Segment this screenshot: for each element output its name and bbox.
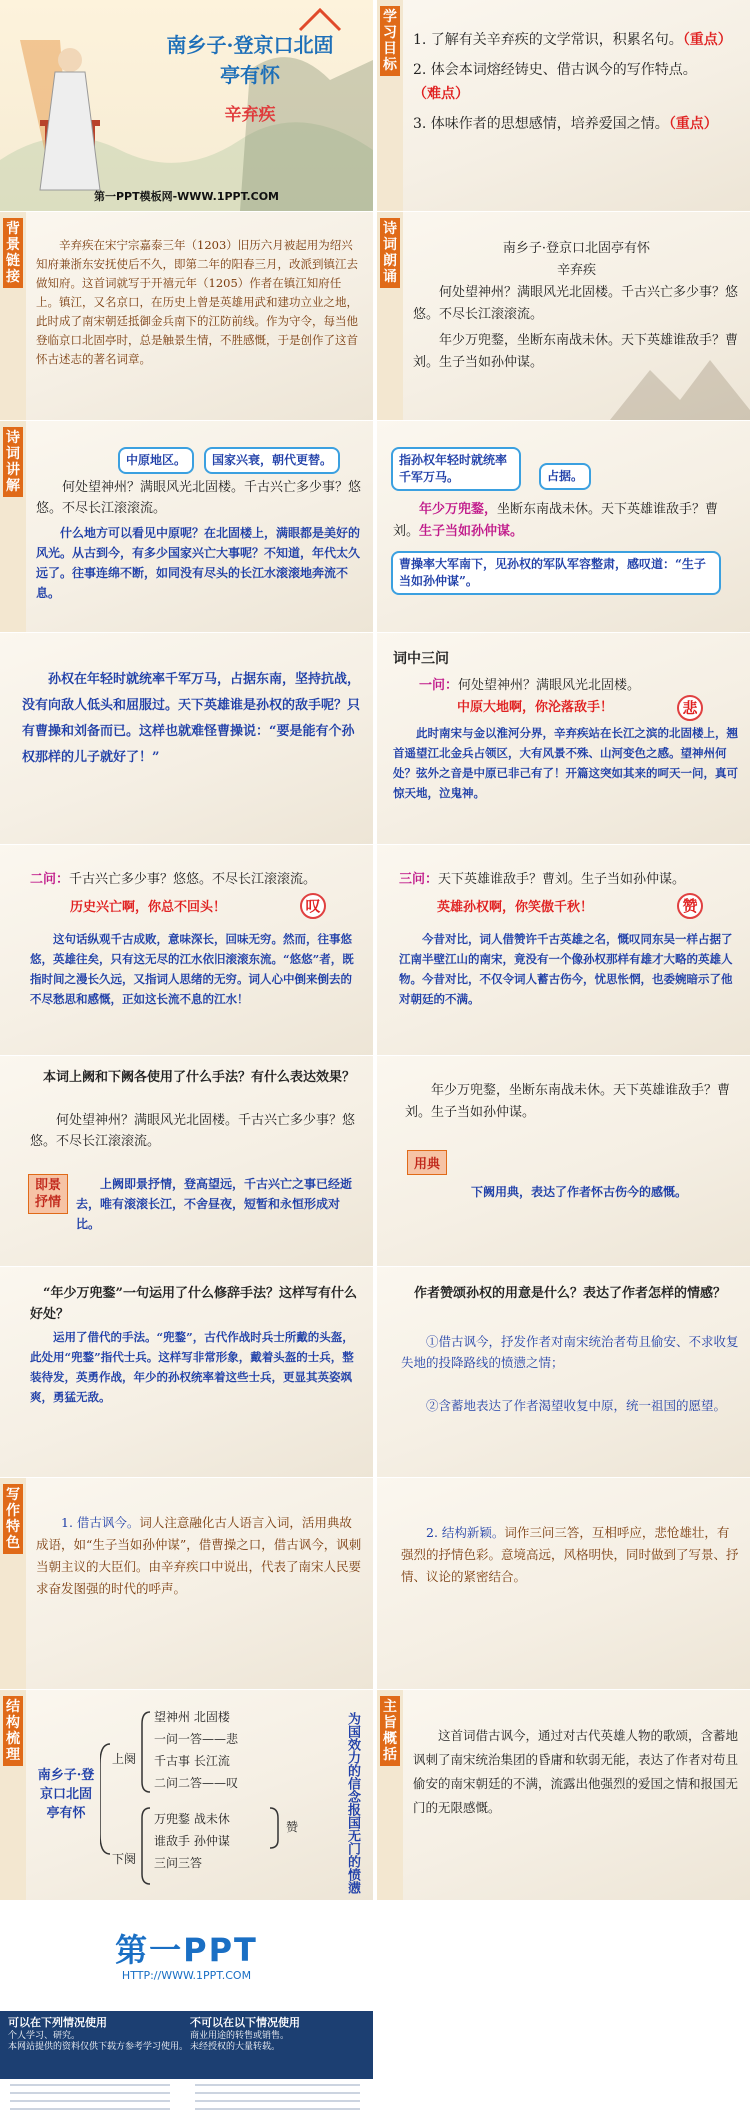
structure-item: 谁敌手 孙仲谋: [154, 1834, 230, 1848]
allowed-usage: [8, 2017, 188, 2053]
feature-text: [36, 1512, 363, 1600]
goal-item: [413, 58, 740, 106]
section-title: 背景链接: [3, 218, 23, 288]
explanation-text: 什么地方可以看见中原呢？在北固楼上，满眼都是美好的风光。从古到今，有多少国家兴亡大事呢？不知道，年代太久远了。往事连绵不断，如同没有尽头的长江水滚滚地奔流不息。: [36, 526, 361, 600]
poem-highlight: 生子当如孙仲谋。: [419, 524, 524, 539]
structure-item: 三问三答: [154, 1856, 203, 1870]
analysis-text: 今昔对比，词人借赞许千古英雄之名，慨叹同东吴一样占据了江南半壁江山的南宋，竟没有一个像孙权那样有雄才大略的英雄人物。今昔对比，不仅令词人蓄古伤今，忧思怅惘，也委婉暗示了他对朝廷的不满。: [399, 932, 733, 1006]
emotion-badge: 叹: [300, 893, 326, 919]
allowed-line: 个人学习、研究。: [8, 2031, 81, 2041]
answer-text: 运用了借代的手法。“兜鍪”，古代作战时兵士所戴的头盔，此处用“兜鍪”指代士兵。这样写非常形象，戴着头盔的士兵，整装待发，英勇作战，年少的孙权统率着这些士兵，更显其英姿飒爽，勇猛无敌。: [30, 1330, 354, 1404]
annotation-box: 中原地区。: [118, 447, 194, 474]
structure-item: 一问一答——悲: [154, 1732, 239, 1746]
link-lines: [0, 2079, 373, 2114]
footer-logo-area: [0, 1901, 373, 2011]
feature-heading: 1. 借古讽今。: [61, 1515, 140, 1530]
interpretation-text: 孙权在年轻时就统率千军万马，占据东南，坚持抗战，没有向敌人低头和屈服过。天下英雄谁是孙权的敌手呢？只有曹操和刘备而已。这样也就难怪曹操说：“要是能有个孙权那样的儿子就好了！”: [22, 672, 361, 765]
section-title: 学习目标: [380, 6, 400, 76]
goal-item: [413, 28, 740, 52]
technique-slide-2: [377, 1056, 750, 1266]
answer-text: 上阙即景抒情，登高望远，千古兴亡之事已经逝去，唯有滚滚长江，不舍昼夜，短暂和永恒形成对比。: [76, 1177, 353, 1231]
poem-lines: 年少万兜鍪，坐断东南战未休。天下英雄谁敌手？曹刘。生子当如孙仲谋。: [405, 1083, 731, 1120]
poem-lines: 何处望神州？满眼风光北固楼。千古兴亡多少事？悠悠。不尽长江滚滚流。: [36, 480, 362, 516]
title-slide: [0, 0, 373, 211]
question-text: 天下英雄谁敌手？曹刘。生子当如孙仲谋。: [438, 872, 686, 887]
goals-list: [413, 28, 740, 136]
answer-point-2: ②含蓄地表达了作者渴望收复中原，统一祖国的愿望。: [426, 1398, 727, 1413]
site-caption: 第一PPT模板网-WWW.1PPT.COM: [93, 190, 280, 203]
footer-links-area: [0, 2079, 373, 2114]
analysis-text: 此时南宋与金以淮河分界，辛弃疾站在长江之滨的北固楼上，翘首遥望江北金兵占领区，大有风景不殊、山河变色之感。望神州何处？弦外之音是中原已非己有了！开篇这突如其来的呵天一问，真可惊天地，泣鬼神。: [393, 726, 738, 800]
question-label: 一问：: [419, 678, 459, 693]
feature-text: [401, 1522, 740, 1588]
writing-features-slide-2: [377, 1478, 750, 1689]
side-summary: 为国效力的信念报国无门的愤懑: [345, 1712, 360, 1894]
goal-text: 1. 了解有关辛弃疾的文学常识，积累名句。: [413, 32, 683, 48]
rhetoric-slide: [0, 1267, 373, 1477]
question-text: 作者赞颂孙权的用意是什么？表达了作者怎样的情感？: [414, 1286, 727, 1301]
slide-heading: 词中三问: [393, 651, 449, 667]
theme-summary-slide: [377, 1690, 750, 1900]
theme-text: 这首词借古讽今，通过对古代英雄人物的歌颂，含蓄地讽刺了南宋统治集团的昏庸和软弱无能，表达了作者对苟且偷安的南宋朝廷的不满，流露出他强烈的爱国之情和报国无门的无限感慨。: [413, 1728, 739, 1815]
section-title: 主旨概括: [380, 1696, 400, 1766]
upper-label: 上阕: [112, 1752, 137, 1766]
section-title: 结构梳理: [3, 1696, 23, 1766]
section-title: 写作特色: [3, 1484, 23, 1554]
forbidden-heading: 不可以在以下情况使用: [190, 2016, 300, 2029]
allowed-heading: 可以在下列情况使用: [8, 2016, 107, 2029]
title-line-2: 亭有怀: [220, 63, 280, 87]
feature-body: 词作三问三答，互相呼应，悲怆雄壮，有强烈的抒情色彩。意境高远，风格明快，同时做到了写景、抒情、议论的紧密结合。: [401, 1525, 739, 1584]
section-title: 诗词朗诵: [380, 218, 400, 288]
interpretation-slide: [0, 633, 373, 844]
goal-text: 3. 体味作者的思想感情，培养爱国之情。: [413, 116, 669, 132]
question-line: [30, 869, 363, 890]
technique-slide-1: [0, 1056, 373, 1266]
site-url: HTTP://WWW.1PPT.COM: [121, 1969, 252, 1982]
structure-item: 二问二答——叹: [154, 1776, 239, 1790]
analysis-text: 这句话纵观千古成败，意味深长，回味无穷。然而，往事悠悠，英雄往矣，只有这无尽的江水依旧滚滚东流。“悠悠”者，既指时间之漫长久远，又指词人思绪的无穷。词人心中倒来倒去的不尽愁思和感慨，正如这长流不息的江水！: [30, 932, 354, 1006]
forbidden-line: 商业用途的转售或销售。: [190, 2031, 290, 2041]
background-slide: [0, 212, 373, 420]
allowed-line: 本网站提供的资料仅供下载方参考学习使用。: [8, 2042, 189, 2052]
goal-mark: （重点）: [682, 32, 732, 48]
intent-slide: [377, 1267, 750, 1477]
background-text: 辛弃疾在宋宁宗嘉泰三年（1203）旧历六月被起用为绍兴知府兼浙东安抚使后不久，即第二年的阳春三月，改派到镇江去做知府。这首词就写于开禧元年（1205）作者在镇江知府任上。镇江，又名京口，在历史上曾是英雄用武和建功立业之地，此时成了南宋朝廷抵御金兵南下的江防前线。作为守令，每当他登临京口北固亭时，总是触景生情，不胜感慨，于是创作了这首怀古述志的著名词章。: [36, 238, 358, 366]
technique-tag: 用典: [407, 1150, 447, 1175]
recitation-slide: [377, 212, 750, 420]
poem-highlight: 年少万兜鍪，: [419, 502, 498, 517]
title-line-1: 南乡子·登京口北固: [166, 33, 334, 57]
poem-author: 辛弃疾: [556, 263, 596, 278]
annotation-box: 国家兴衰，朝代更替。: [204, 447, 340, 474]
poem-stanza-1: 何处望神州？满眼风光北固楼。千古兴亡多少事？悠悠。不尽长江滚滚流。: [413, 285, 739, 322]
structure-item: 万兜鍪 战未休: [154, 1812, 230, 1826]
goal-mark: （重点）: [668, 116, 718, 132]
three-questions-slide-2: [0, 845, 373, 1055]
ink-mountain-decoration: [610, 350, 750, 420]
learning-goals-slide: [377, 0, 750, 211]
poem-lines: [393, 499, 740, 543]
annotation-box: 指孙权年轻时就统率千军万马。: [391, 447, 521, 491]
question-answer: 中原大地啊，你沦落敌手！: [457, 700, 614, 715]
answer-point-1: ①借古讽今，抒发作者对南宋统治者苟且偷安、不求收复失地的投降路线的愤懑之情；: [401, 1334, 739, 1370]
section-title: 诗词讲解: [3, 427, 23, 497]
emotion-badge: 悲: [677, 695, 703, 721]
question-line: [399, 869, 740, 890]
emotion-badge: 赞: [677, 893, 703, 919]
question-text: 本词上阙和下阙各使用了什么手法？有什么表达效果？: [43, 1070, 356, 1085]
feature-heading: 2. 结构新颖。: [426, 1525, 505, 1540]
forbidden-usage: [190, 2017, 370, 2053]
writing-features-slide-1: [0, 1478, 373, 1689]
poem-title: 南乡子·登京口北固亭有怀: [37, 1768, 95, 1821]
upper-items: [154, 1706, 238, 1794]
explanation-slide-1: [0, 421, 373, 632]
question-label: 三问：: [399, 872, 439, 887]
feature-body: 词人注意融化古人语言入词，活用典故成语，如“生子当如孙仲谋”，借曹操之口，借古讽今，讽刺当朝主议的大臣们。由辛弃疾口中说出，代表了南宋人民要求奋发图强的时代的呼声。: [36, 1515, 362, 1596]
question-answer: 英雄孙权啊，你笑傲千秋！: [437, 900, 594, 915]
structure-item: 望神州 北固楼: [154, 1710, 230, 1724]
poem-stanza-2: 年少万兜鍪，坐断东南战未休。天下英雄谁敌手？曹刘。生子当如孙仲谋。: [413, 333, 739, 370]
goal-item: [413, 112, 740, 136]
question-label: 二问：: [30, 872, 70, 887]
question-text: “年少万兜鍪”一句运用了什么修辞手法？这样写有什么好处？: [30, 1286, 357, 1322]
poem-text: 坐断东南战未休。天下英雄谁敌手？曹刘。: [393, 502, 719, 539]
poem-lines: 何处望神州？满眼风光北固楼。千古兴亡多少事？悠悠。不尽长江滚滚流。: [30, 1113, 356, 1149]
poem-title: [150, 30, 350, 90]
forbidden-line: 未经授权的大量转载。: [190, 2042, 281, 2052]
technique-tag: 即景抒情: [28, 1174, 68, 1214]
explanation-slide-2: [377, 421, 750, 632]
goal-mark: （难点）: [413, 86, 469, 102]
annotation-box: 曹操率大军南下，见孙权的军队军容整肃，感叹道：“生子当如孙仲谋”。: [391, 551, 721, 595]
annotation-box: 占据。: [539, 463, 591, 490]
structure-item: 千古事 长江流: [154, 1754, 230, 1768]
question-text: 千古兴亡多少事？悠悠。不尽长江滚滚流。: [69, 872, 317, 887]
goal-text: 2. 体会本词熔经铸史、借古讽今的写作特点。: [413, 62, 697, 78]
poem-author: 辛弃疾: [224, 105, 276, 125]
question-answer: 历史兴亡啊，你总不回头！: [70, 900, 227, 915]
three-questions-slide-3: [377, 845, 750, 1055]
site-footer-slide: [0, 1901, 373, 2114]
lower-mark: 赞: [286, 1820, 299, 1834]
question-text: 何处望神州？满眼风光北固楼。: [458, 678, 641, 693]
structure-slide: [0, 1690, 373, 1900]
lower-items: [154, 1808, 230, 1874]
lower-label: 下阕: [112, 1852, 137, 1866]
question-line: [393, 675, 740, 696]
three-questions-slide-1: [377, 633, 750, 844]
answer-text: 下阙用典，表达了作者怀古伤今的感慨。: [471, 1185, 688, 1199]
poem-title: 南乡子·登京口北固亭有怀: [502, 241, 651, 256]
site-logo: 第一PPT: [115, 1931, 258, 1969]
